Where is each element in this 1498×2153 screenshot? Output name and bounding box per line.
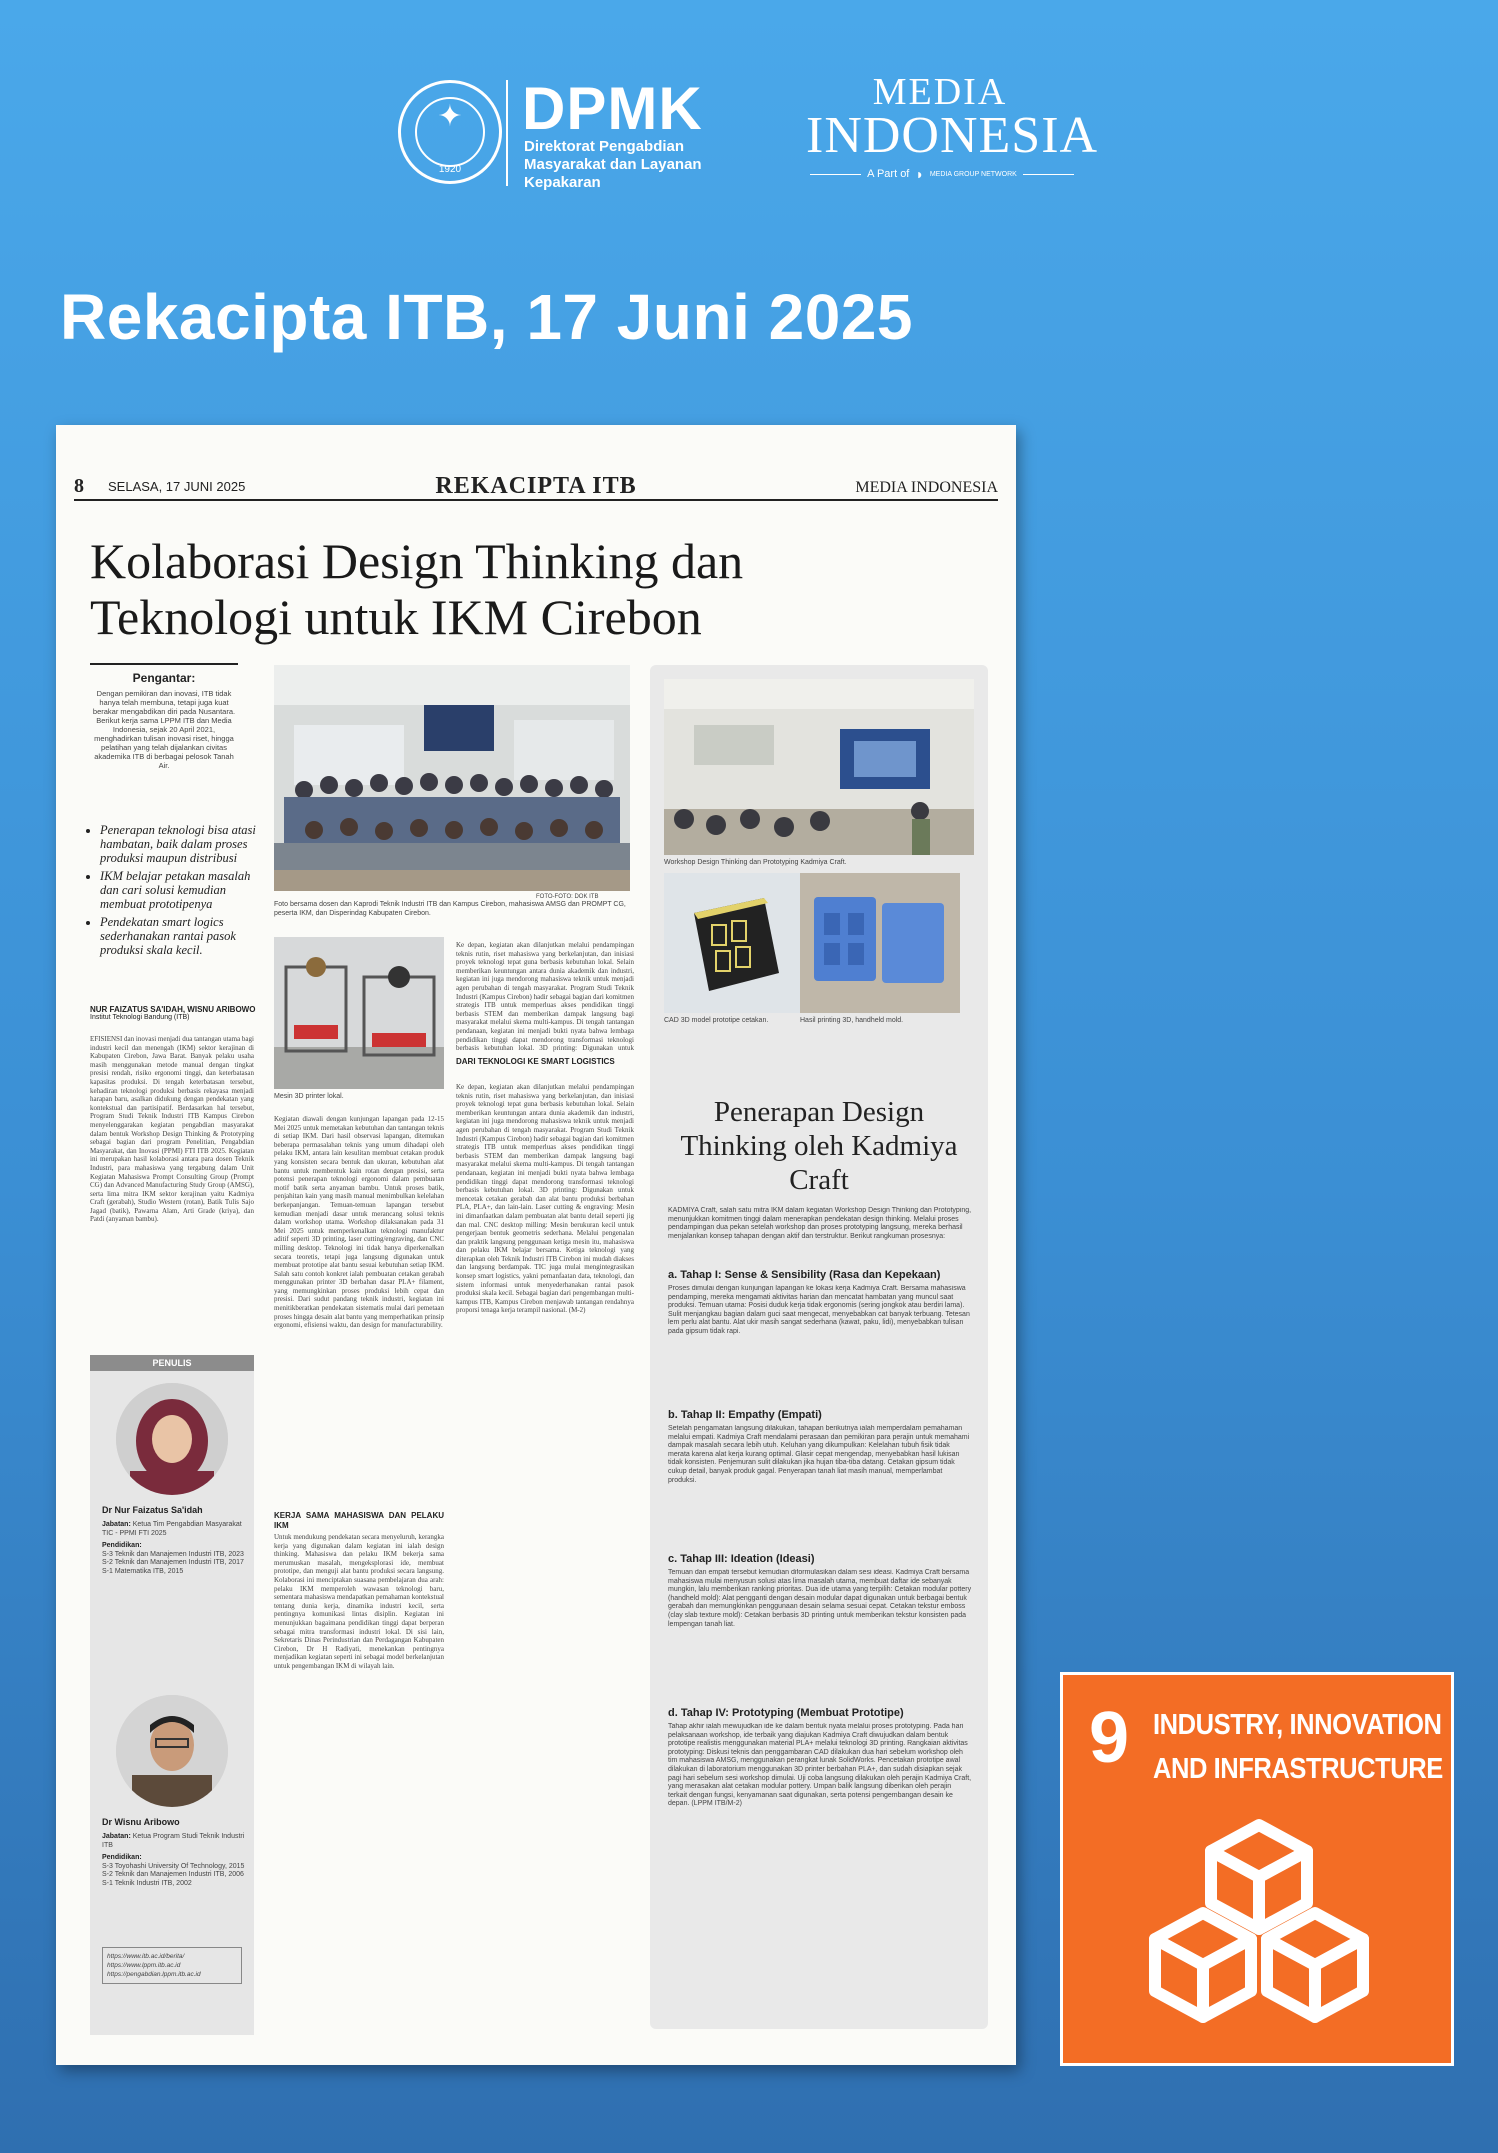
workshop-photo-caption: Workshop Design Thinking dan Prototyping Kadmiya Craft.	[664, 859, 847, 866]
body-column-3-continued	[456, 1083, 634, 2033]
sidebar-title: Penerapan Design Thinking oleh Kadmiya Craft	[680, 1096, 958, 1196]
body-column-3-text: Ke depan, kegiatan akan dilanjutkan melalui pendampingan teknis rutin, riset mahasiswa yang berkelanjutan, dan inisiasi proyek teknologi tepat guna berbasis kebutuhan lokal. Selain memberikan keuntungan antara dunia akademik dan industri, kegiatan ini juga mendorong mahasiswa teknik untuk menjadi agen perubahan di tengah masyarakat. Program Studi Teknik Industri (Kampus Cirebon) hadir sebagai bagian dari komitmen strategis ITB untuk memperluas akses pendidikan tinggi berbasis STEM dan memberikan dampak langsung bagi masyarakat melalui skema multi-kampus. Di tengah tantangan pendanaan, kegiatan ini menjadi bukti nyata bahwa lembaga pendidikan tinggi dapat mendorong transformasi teknologi berbasis kebutuhan lokal. 3D printing: Digunakan untuk	[456, 941, 634, 1053]
author1-name: Dr Nur Faizatus Sa'idah	[102, 1505, 203, 1515]
newspaper-page	[56, 425, 1016, 2065]
stage-c-heading: c. Tahap III: Ideation (Ideasi)	[668, 1553, 815, 1565]
cad-model-caption: CAD 3D model prototipe cetakan.	[664, 1017, 769, 1024]
section-title: REKACIPTA ITB	[435, 473, 637, 499]
dpmk-logo-title: DPMK	[522, 75, 703, 142]
body-column-2b-text: Untuk mendukung pendekatan secara menyeluruh, kerangka kerja yang digunakan dalam kegiatan ini ialah design thinking. Mahasiswa dan pelaku IKM bekerja sama merumuskan masalah, mengeksplorasi ide, membuat prototipe, dan menguji alat bantu produksi secara langsung. Kolaborasi ini menciptakan suasana pembelajaran dua arah: pelaku IKM memperoleh wawasan teknologi baru, sementara mahasiswa mendapatkan pemahaman kontekstual tentang dunia kerja, dinamika industri kecil, serta pentingnya komunikasi lintas disiplin. Kegiatan ini menunjukkan bagaimana pendidikan tinggi dapat berperan sebagai mitra transformasi industri lokal. Di sisi lain, Sekretaris Dinas Perindustrian dan Perdagangan Kabupaten Cirebon, Dr H Radiyati, menekankan pentingnya menjadikan kegiatan seperti ini sebagai model berkelanjutan untuk pengembangan IKM di wilayah lain.	[274, 1533, 444, 1670]
author2-edu-item: S-1 Teknik Industri ITB, 2002	[102, 1879, 192, 1887]
sdg-number: 9	[1089, 1698, 1130, 1778]
body-column-1	[90, 1035, 254, 1347]
author2-name: Dr Wisnu Aribowo	[102, 1817, 180, 1827]
newspaper-brand: MEDIA INDONESIA	[855, 479, 998, 496]
intro-title: Pengantar:	[132, 671, 196, 685]
byline	[90, 1005, 260, 1021]
byline-affiliation: Institut Teknologi Bandung (ITB)	[90, 1014, 190, 1021]
cubes-icon	[1139, 1813, 1379, 2033]
authors-box-header: PENULIS	[90, 1355, 254, 1371]
author2-edu-item: S-3 Toyohashi University Of Technology, 2015	[102, 1862, 245, 1870]
author1-portrait	[116, 1383, 228, 1495]
reference-links	[102, 1947, 242, 1984]
byline-names: NUR FAIZATUS SA'IDAH, WISNU ARIBOWO	[90, 1005, 256, 1014]
group-photo-credit: FOTO-FOTO: DOK ITB	[536, 894, 599, 900]
author1-edu-label: Pendidikan:	[102, 1542, 142, 1549]
tagline-rule-left	[810, 174, 861, 175]
section-heading-logistics: DARI TEKNOLOGI KE SMART LOGISTICS	[456, 1057, 615, 1066]
intro-box	[90, 663, 238, 770]
masthead	[74, 473, 998, 501]
body-column-3	[456, 941, 634, 1053]
media-indonesia-logo-top: MEDIA	[872, 71, 1008, 113]
author1-role-label: Jabatan:	[102, 1521, 131, 1528]
author1-edu-item: S-3 Teknik dan Manajemen Industri ITB, 2023	[102, 1550, 244, 1558]
cad-model-image	[664, 873, 810, 1013]
stage-b-heading: b. Tahap II: Empathy (Empati)	[668, 1409, 822, 1421]
author2-role: Ketua Program Studi Teknik Industri ITB	[102, 1833, 245, 1849]
stage-b-text: Setelah pengamatan langsung dilakukan, tahapan berikutnya ialah memperdalam pemahaman melalui empati. Kadmiya Craft mendalami perasaan dan pemikiran para perajin untuk memahami dampak masalah secara lebih utuh. Keluhan yang dikumpulkan: Kelelahan tubuh fisik tidak merata karena alat kerja kurang optimal. Glasir cepat mengendap, menyebabkan hasil lukisan tidak konsisten. Penjemuran sulit dilakukan jika hujan tiba-tiba datang. Cetakan gipsum tidak cukup detail, banyak produk gagal. Penyerapan tanah liat masih manual, memperlambat produksi.	[668, 1425, 970, 1484]
reference-link[interactable]: https://pengabdian.lppm.itb.ac.id	[107, 1971, 201, 1978]
intro-text: Dengan pemikiran dan inovasi, ITB tidak hanya telah membuna, tetapi juga kuat berakar mengabdikan diri pada Nusantara. Berikut kerja sama LPPM ITB dan Media Indonesia, sejak 20 April 2021, menghadirkan tulisan inovasi riset, hingga pelatihan yang telah dijalankan civitas akademika ITB di berbagai pelosok Tanah Air.	[92, 689, 236, 770]
stage-d-text: Tahap akhir ialah mewujudkan ide ke dalam bentuk nyata melalui proses prototyping. Pada hari pelaksanaan workshop, ide terbaik yang diajukan Kadmiya Craft diwujudkan dalam bentuk prototipe realistis menggunakan material PLA+ melalui teknologi 3D printing. Rangkaian aktivitas prototyping: Diskusi teknis dan penggambaran CAD dilakukan dua hari sebelum workshop oleh tim mahasiswa AMSG, menggunakan perangkat lunak SolidWorks. Pencetakan prototipe awal dilakukan di laboratorium menggunakan 3D printer berbahan PLA+, dan sudah disiapkan sejak pagi hari sebelum sesi workshop dimulai. Uji coba langsung dilakukan oleh perajin Kadmiya Craft, yang merasakan alat cetakan modular pottery. Umpan balik langsung diberikan oleh perajin terkait dengan fungsi, kenyamanan saat digunakan, serta potensi pengembangan desain ke depan. (LPPM ITB/M-2)	[668, 1723, 972, 1808]
key-point: • IKM belajar petakan masalah dan cari solusi kemudian membuat prototipenya	[100, 869, 258, 911]
sidebar-intro: KADMIYA Craft, salah satu mitra IKM dalam kegiatan Workshop Design Thinking dan Prototyping, menunjukkan komitmen tinggi dalam menerapkan pendekatan design thinking. Melalui proses pendampingan dua pekan setelah workshop dan proses prototyping langsung, mereka berhasil menjalankan konsep tahapan dengan aktif dan terstruktur. Berikut rangkuman prosesnya:	[668, 1207, 972, 1240]
article-headline: Kolaborasi Design Thinking dan Teknologi untuk IKM Cirebon	[90, 533, 744, 645]
key-points	[90, 823, 258, 961]
printer-photo-caption: Mesin 3D printer lokal.	[274, 1093, 344, 1100]
cad-model-illustration	[664, 873, 810, 1013]
body-column-1-text: EFISIENSI dan inovasi menjadi dua tantangan utama bagi industri kecil dan menengah (IKM) sektor kerajinan di Kabupaten Cirebon, Jawa Barat. Banyak pelaku usaha masih menggunakan metode manual dengan tingkat presisi rendah, risiko ergonomi tinggi, dan keterbatasan kapasitas produksi. Di tengah keterbatasan tersebut, kehadiran teknologi produksi berbasis rekayasa menjadi harapan baru, asalkan didukung dengan pendekatan yang kontekstual dan partisipatif. Berdasarkan hal tersebut, Program Studi Teknik Industri ITB Kampus Cirebon menyelenggarakan kegiatan pengabdian masyarakat dalam bentuk Workshop Design Thinking & Prototyping sebagai bagian dari program Penelitian, Pengabdian Masyarakat, dan Inovasi (PPMI) FTI ITB 2025. Kegiatan ini merupakan hasil kolaborasi antara para dosen Teknik Industri, para mahasiswa yang tergabung dalam Unit Kegiatan Mahasiswa Prompt Consulting Group (Prompt CG) dan Advanced Manufacturing Study Group (AMSG), serta lima mitra IKM sektor kerajinan yaitu Kadmiya Craft (gerabah), Studio Western (rotan), Batik Tulis Sajo Jagad (batik), Pawarna Alam, Arti Grade (kriya), dan Patdi (anyaman bambu).	[90, 1035, 254, 1224]
author2-role-label: Jabatan:	[102, 1833, 131, 1840]
stage-c-text: Temuan dan empati tersebut kemudian diformulasikan dalam sesi ideasi. Kadmiya Craft bersama mahasiswa mulai menyusun solusi atas lima masalah utama, membuat daftar ide sebanyak mungkin, lalu memberikan ranking prioritas. Dua ide utama yang terpilih: Cetakan modular pottery (handheld mold): Alat pengganti dengan desain modular dapat digunakan untuk berbagai bentuk gerabah dan memungkinkan penggunaan desain selama sesuai cepat. Cetakan tekstur emboss (clay slab texture mold): Cetakan berbasis 3D printing untuk memberikan tekstur konsisten pada lempengan tanah liat.	[668, 1569, 972, 1628]
author2-edu-label: Pendidikan:	[102, 1854, 142, 1861]
print-result-illustration	[800, 873, 960, 1013]
key-point: • Penerapan teknologi bisa atasi hambatan, baik dalam proses produksi maupun distribusi	[100, 823, 258, 865]
author1-avatar	[116, 1383, 228, 1495]
page-title: Rekacipta ITB, 17 Juni 2025	[60, 281, 913, 353]
media-group-icon: ◗	[915, 166, 924, 182]
logo-divider	[506, 80, 508, 186]
group-photo	[274, 665, 630, 891]
body-column-2b	[274, 1533, 444, 2033]
author1-edu-item: S-2 Teknik dan Manajemen Industri ITB, 2017	[102, 1559, 244, 1566]
print-result-image	[800, 873, 960, 1013]
group-photo-caption: Foto bersama dosen dan Kaprodi Teknik Industri ITB dan Kampus Cirebon, mahasiswa AMSG dan PROMPT CG, peserta IKM, dan Disperindag Kabupaten Cirebon.	[274, 901, 626, 917]
sdg-label-line2: AND INFRASTRUCTURE	[1153, 1753, 1443, 1785]
stage-a-heading: a. Tahap I: Sense & Sensibility (Rasa dan Kepekaan)	[668, 1269, 941, 1281]
media-indonesia-tagline	[810, 166, 1074, 182]
sdg-9-badge	[1060, 1672, 1454, 2066]
reference-link[interactable]: https://www.lppm.itb.ac.id	[107, 1962, 181, 1969]
group-photo-illustration	[274, 665, 630, 891]
page-number: 8	[74, 475, 84, 497]
author2-edu-item: S-2 Teknik dan Manajemen Industri ITB, 2006	[102, 1871, 244, 1878]
author1-edu-item: S-1 Matematika ITB, 2015	[102, 1567, 184, 1575]
tagline-network: MEDIA GROUP NETWORK	[929, 170, 1017, 178]
workshop-illustration	[664, 679, 974, 855]
reference-link[interactable]: https://www.itb.ac.id/berita/	[107, 1953, 185, 1960]
tagline-text: A Part of	[867, 168, 910, 180]
stage-a-text: Proses dimulai dengan kunjungan lapangan ke lokasi kerja Kadmiya Craft. Bersama mahasiswa pendamping, mereka mengamati aktivitas harian dan mencatat hambatan yang muncul saat produksi. Temuan utama: Posisi duduk kerja tidak ergonomis (sering jongkok atau berdiri lama). Sulit menjangkau bagian dalam guci saat mengecat, menyebabkan cat banyak terbuang. Tetesan lem perlu alat bantu. Alat ukir masih sangat sederhana (kawat, paku, lidi), menyebabkan tulisan pada gipsum tidak rapi.	[668, 1285, 970, 1335]
itb-seal-logo	[398, 80, 502, 184]
author2-avatar	[116, 1695, 228, 1807]
author2-portrait	[116, 1695, 228, 1807]
dpmk-logo-subtitle: Direktorat Pengabdian Masyarakat dan Layanan Kepakaran	[524, 138, 702, 191]
section-heading-kerjasama: KERJA SAMA MAHASISWA DAN PELAKU IKM	[274, 1511, 444, 1530]
media-indonesia-logo-bottom: INDONESIA	[806, 107, 1099, 164]
key-point: • Pendekatan smart logics sederhanakan rantai pasok produksi skala kecil.	[100, 915, 258, 957]
tagline-rule-right	[1023, 174, 1074, 175]
sdg-label-line1: INDUSTRY, INNOVATION	[1153, 1709, 1442, 1741]
print-result-caption: Hasil printing 3D, handheld mold.	[800, 1017, 904, 1024]
author2-info	[102, 1833, 246, 1888]
kadmiya-sidebar	[650, 665, 988, 2029]
printer-photo	[274, 937, 444, 1089]
author1-info	[102, 1521, 246, 1576]
intro-rule	[90, 663, 238, 665]
stage-d-heading: d. Tahap IV: Prototyping (Membuat Prototipe)	[668, 1707, 904, 1719]
author1-role: Ketua Tim Pengabdian Masyarakat TIC - PPMI FTI 2025	[102, 1521, 242, 1537]
body-column-2	[274, 1115, 444, 1505]
body-column-2-text: Kegiatan diawali dengan kunjungan lapangan pada 12-15 Mei 2025 untuk memetakan kebutuhan dan tantangan teknis di setiap IKM. Dari hasil observasi lapangan, ditemukan beberapa permasalahan teknis yang umum dihadapi oleh pelaku IKM, antara lain kesulitan membuat cetakan produk yang konsisten secara bentuk dan ukuran, kebutuhan alat bantu untuk membentuk kain rotan dengan presisi, serta potensi penerapan teknologi ergonomi dalam pembuatan motif batik serta anyaman bambu. Untuk proses batik, penjahitan kain yang masih manual menimbulkan kelelahan berkepanjangan. Temuan-temuan lapangan tersebut kemudian menjadi dasar untuk merancang solusi teknis dalam workshop utama. Workshop dilaksanakan pada 31 Mei 2025 untuk memperkenalkan teknologi manufaktur aditif seperti 3D printing, laser cutting/engraving, dan CNC milling desktop. Teknologi ini tidak hanya diperkenalkan secara teoretis, tetapi juga langsung digunakan untuk membuat prototipe alat bantu sesuai kebutuhan setiap IKM. Salah satu contoh konkret ialah pembuatan cetakan gerabah menggunakan printer 3D berbahan dasar PLA+ filament, yang memungkinkan proses produksi lebih cepat dan presisi. Dari sudut pandang teknik industri, kegiatan ini menitikberatkan pendekatan sistematis mulai dari pemetaan proses hingga desain alat bantu yang memperhatikan prinsip ergonomi, efisiensi waktu, dan design for manufacturability.	[274, 1115, 444, 1330]
body-column-3-continued-text: Ke depan, kegiatan akan dilanjutkan melalui pendampingan teknis rutin, riset mahasiswa yang berkelanjutan, dan inisiasi proyek teknologi tepat guna berbasis kebutuhan lokal. Selain memberikan keuntungan antara dunia akademik dan industri, kegiatan ini juga mendorong mahasiswa teknik untuk menjadi agen perubahan di tengah masyarakat. Program Studi Teknik Industri (Kampus Cirebon) hadir sebagai bagian dari komitmen strategis ITB untuk memperluas akses pendidikan tinggi berbasis STEM dan memberikan dampak langsung bagi masyarakat melalui skema multi-kampus. Di tengah tantangan pendanaan, kegiatan ini menjadi bukti nyata bahwa lembaga pendidikan tinggi dapat mendorong transformasi teknologi berbasis kebutuhan lokal. 3D printing: Digunakan untuk mencetak cetakan gerabah dan alat bantu produksi berbahan PLA, PLA+, dan lain-lain. Laser cutting & engraving: Mesin ini dimanfaatkan dalam pembuatan alat bantu detail seperti jig dan mal. CNC desktop milling: Mesin berukuran kecil untuk pengerjaan bentuk geometris sederhana. Melalui pengenalan dan praktik langsung penggunaan ketiga mesin itu, mahasiswa dan pelaku IKM belajar bersama. Ketiga teknologi yang diterapkan oleh Teknik Industri ITB Cirebon ini mudah diakses dan langsung berdampak. TIC juga mulai mengintegrasikan konsep smart logistics, yakni pemanfaatan data, teknologi, dan sistem informasi untuk menyederhanakan rantai pasok produksi skala kecil. Sebagai bagian dari pengembangan multi-kampus ITB, Kampus Cirebon menjawab tantangan rendahnya proporsi tenaga kerja terampil nasional. (M-2)	[456, 1083, 634, 1315]
authors-box	[90, 1355, 254, 2035]
workshop-photo	[664, 679, 974, 855]
sdg-label	[1153, 1703, 1443, 1791]
itb-seal-year: 1920	[438, 164, 462, 175]
ganesha-icon: ✦	[437, 99, 463, 134]
issue-date: SELASA, 17 JUNI 2025	[108, 479, 246, 494]
printer-illustration	[274, 937, 444, 1089]
